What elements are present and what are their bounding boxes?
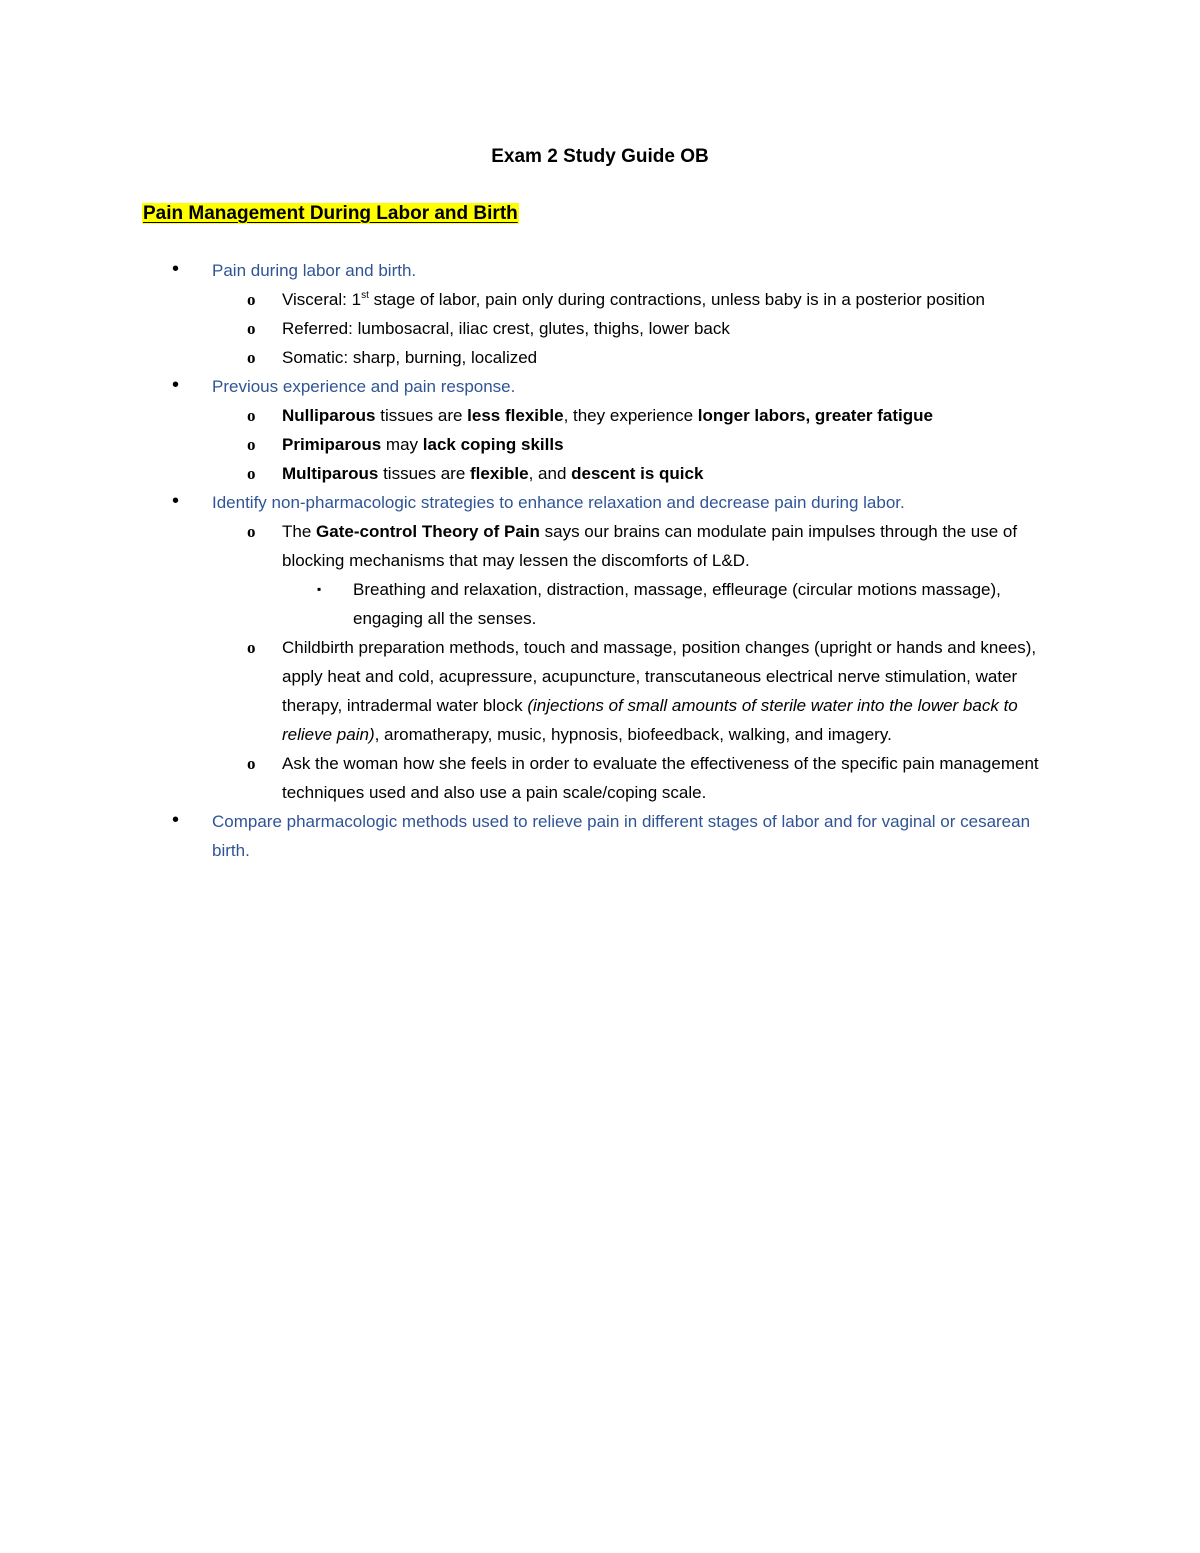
sub-item-text: Visceral: 1st stage of labor, pain only during contractions, unless baby is in a posterior position <box>282 290 985 309</box>
sub-list-item <box>0 285 1057 314</box>
sub-bullet-marker: o <box>247 435 256 454</box>
list-item-text: Pain during labor and birth. <box>212 261 417 280</box>
outline-list <box>0 256 1200 865</box>
sub-bullet-marker: o <box>247 464 256 483</box>
sub-list-item <box>0 401 1057 430</box>
sub-sub-list-item <box>0 575 1058 633</box>
list-item-text: Identify non-pharmacologic strategies to enhance relaxation and decrease pain during labor. <box>212 493 905 512</box>
sub-item-text: Nulliparous tissues are less flexible, they experience longer labors, greater fatigue <box>282 406 933 425</box>
list-item-text: Compare pharmacologic methods used to relieve pain in different stages of labor and for vaginal or cesarean birth. <box>212 812 1031 860</box>
sub-bullet-marker: o <box>247 522 256 541</box>
bullet-marker: • <box>172 374 180 396</box>
bullet-marker: • <box>172 258 180 280</box>
sub-item-text: Referred: lumbosacral, iliac crest, glutes, thighs, lower back <box>282 319 730 338</box>
sub-item-text: The Gate-control Theory of Pain says our brains can modulate pain impulses through the use of blocking mechanisms that may lessen the discomforts of L&D. <box>282 522 1018 570</box>
bullet-marker: • <box>172 490 180 512</box>
sub-list-item <box>0 517 1057 575</box>
sub-item-text: Childbirth preparation methods, touch and massage, position changes (upright or hands and knees), apply heat and cold, acupressure, acupuncture, transcutaneous electrical nerve stimulation, water therapy, intradermal water block (injections of small amounts of sterile water into the lower back to relieve pain), aromatherapy, music, hypnosis, biofeedback, walking, and imagery. <box>282 638 1037 744</box>
sub-bullet-marker: o <box>247 406 256 425</box>
sub-bullet-marker: o <box>247 348 256 367</box>
list-item-text: Previous experience and pain response. <box>212 377 516 396</box>
sub-list-item <box>0 749 1057 807</box>
sub-bullet-marker: o <box>247 754 256 773</box>
list-item <box>0 807 1062 865</box>
document-title: Exam 2 Study Guide OB <box>491 146 709 167</box>
sub-bullet-marker: o <box>247 290 256 309</box>
sub-list-item <box>0 633 1057 749</box>
list-item <box>0 488 1062 517</box>
sub-item-text: Primiparous may lack coping skills <box>282 435 564 454</box>
list-item <box>0 256 1062 285</box>
sub-item-text: Ask the woman how she feels in order to evaluate the effectiveness of the specific pain management techniques used and also use a pain scale/coping scale. <box>282 754 1039 802</box>
sub-list-item <box>0 459 1057 488</box>
section-heading-text: Pain Management During Labor and Birth <box>143 203 518 224</box>
sub-bullet-marker: o <box>247 638 256 657</box>
sub-item-text: Multiparous tissues are flexible, and descent is quick <box>282 464 704 483</box>
sub-bullet-marker: o <box>247 319 256 338</box>
square-bullet-marker: ▪ <box>317 582 322 596</box>
section-heading <box>141 200 520 228</box>
list-item <box>0 372 1062 401</box>
sub-list-item <box>0 343 1057 372</box>
sub-list-item <box>0 314 1057 343</box>
bullet-marker: • <box>172 809 180 831</box>
sub-list-item <box>0 430 1057 459</box>
sub-sub-item-text: Breathing and relaxation, distraction, massage, effleurage (circular motions massage), engaging all the senses. <box>353 580 1001 628</box>
sub-item-text: Somatic: sharp, burning, localized <box>282 348 538 367</box>
